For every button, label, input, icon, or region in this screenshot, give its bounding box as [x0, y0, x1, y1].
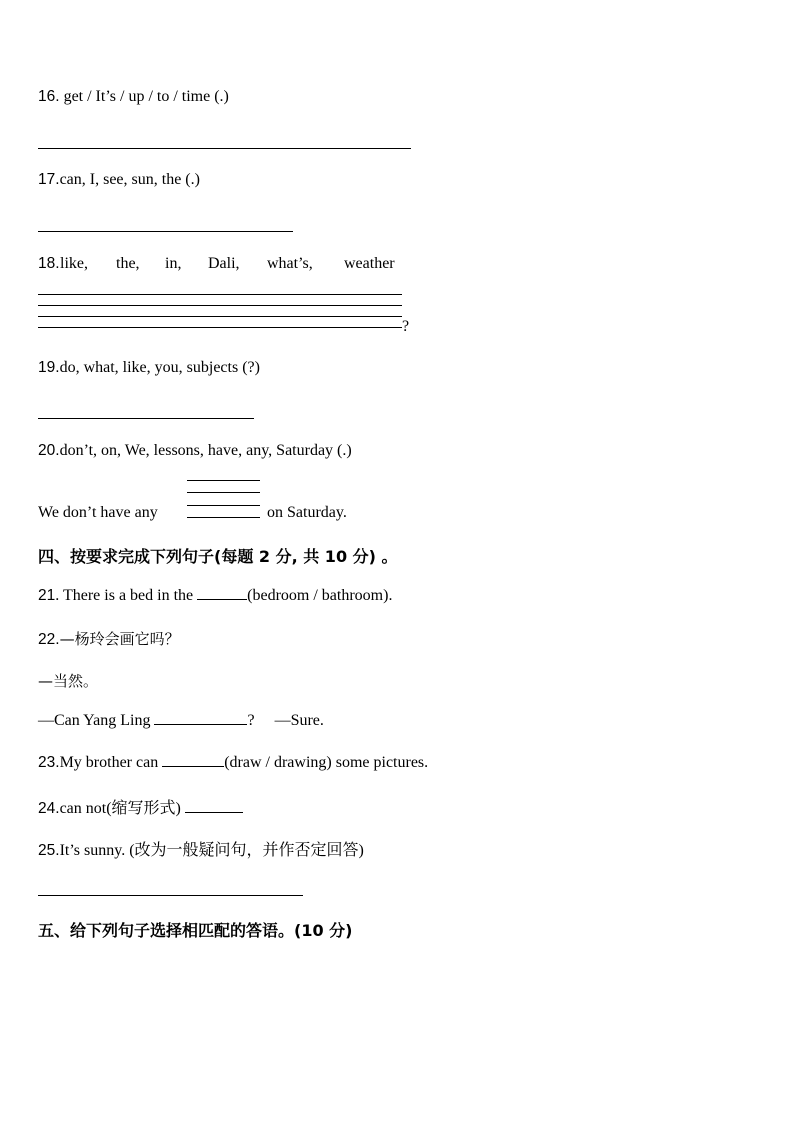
question-number: 18.	[38, 255, 60, 272]
sentence-prefix: We don’t have any	[38, 504, 158, 521]
answer-line[interactable]	[187, 505, 260, 506]
question-text: get / It’s / up / to / time (.)	[59, 88, 229, 105]
answer-line[interactable]	[38, 895, 303, 896]
section-4-title: 四、按要求完成下列句子(每题 2 分, 共 10 分) 。	[38, 547, 398, 566]
question-23	[38, 754, 428, 772]
question-18	[38, 255, 418, 277]
sentence-suffix: on Saturday.	[267, 504, 347, 521]
question-text: (draw / drawing) some pictures.	[224, 754, 429, 771]
answer-line[interactable]	[38, 418, 254, 419]
question-17	[38, 171, 200, 189]
word-item: weather	[344, 255, 395, 272]
dialogue-text: ?	[247, 712, 255, 729]
question-20	[38, 442, 352, 460]
question-text: can not(缩写形式)	[59, 800, 185, 817]
dialogue-text: —Sure.	[274, 712, 324, 729]
answer-blank[interactable]	[197, 598, 247, 600]
question-number: 17.	[38, 171, 60, 188]
answer-blank[interactable]	[185, 811, 243, 813]
question-16	[38, 88, 229, 106]
word-item: Dali,	[208, 255, 240, 272]
section-5-title: 五、给下列句子选择相匹配的答语。(10 分)	[38, 921, 353, 940]
question-text: My brother can	[59, 754, 163, 771]
dialogue-line	[38, 712, 324, 730]
word-item: in,	[165, 255, 182, 272]
answer-line[interactable]	[38, 231, 293, 232]
question-21	[38, 587, 392, 605]
question-text: do, what, like, you, subjects (?)	[59, 359, 260, 376]
question-text: don’t, on, We, lessons, have, any, Saturday (.)	[59, 442, 352, 459]
answer-chinese: —当然。	[38, 672, 99, 690]
question-text: . There is a bed in the	[55, 587, 198, 604]
word-item: what’s,	[267, 255, 313, 272]
answer-line[interactable]	[38, 327, 402, 328]
question-number: 22.	[38, 631, 60, 648]
answer-line[interactable]	[38, 305, 402, 306]
answer-line[interactable]	[38, 148, 411, 149]
word-item: the,	[116, 255, 140, 272]
word-item: like,	[60, 255, 88, 272]
question-number: 16.	[38, 88, 60, 105]
question-number: 20.	[38, 442, 60, 459]
question-22	[38, 628, 180, 649]
answer-line[interactable]	[38, 316, 402, 317]
answer-line[interactable]	[187, 517, 260, 518]
answer-blank[interactable]	[154, 723, 247, 725]
answer-line[interactable]	[187, 480, 260, 481]
question-number: 24.	[38, 800, 60, 817]
question-25	[38, 837, 364, 860]
question-24	[38, 795, 243, 818]
question-text: can, I, see, sun, the (.)	[59, 171, 200, 188]
question-number: 23.	[38, 754, 60, 771]
answer-blank[interactable]	[162, 765, 224, 767]
question-mark: ?	[402, 318, 410, 335]
dialogue-text: —Can Yang Ling	[38, 712, 155, 729]
question-19	[38, 359, 260, 377]
answer-line[interactable]	[38, 294, 402, 295]
question-number: 25.	[38, 842, 60, 859]
question-text: It’s sunny. (改为一般疑问句，并作否定回答)	[59, 842, 364, 859]
answer-line[interactable]	[187, 492, 260, 493]
question-text: (bedroom / bathroom).	[247, 587, 393, 604]
question-prompt: —杨玲会画它吗？	[59, 630, 180, 648]
question-number: 21	[38, 587, 56, 604]
question-number: 19.	[38, 359, 60, 376]
